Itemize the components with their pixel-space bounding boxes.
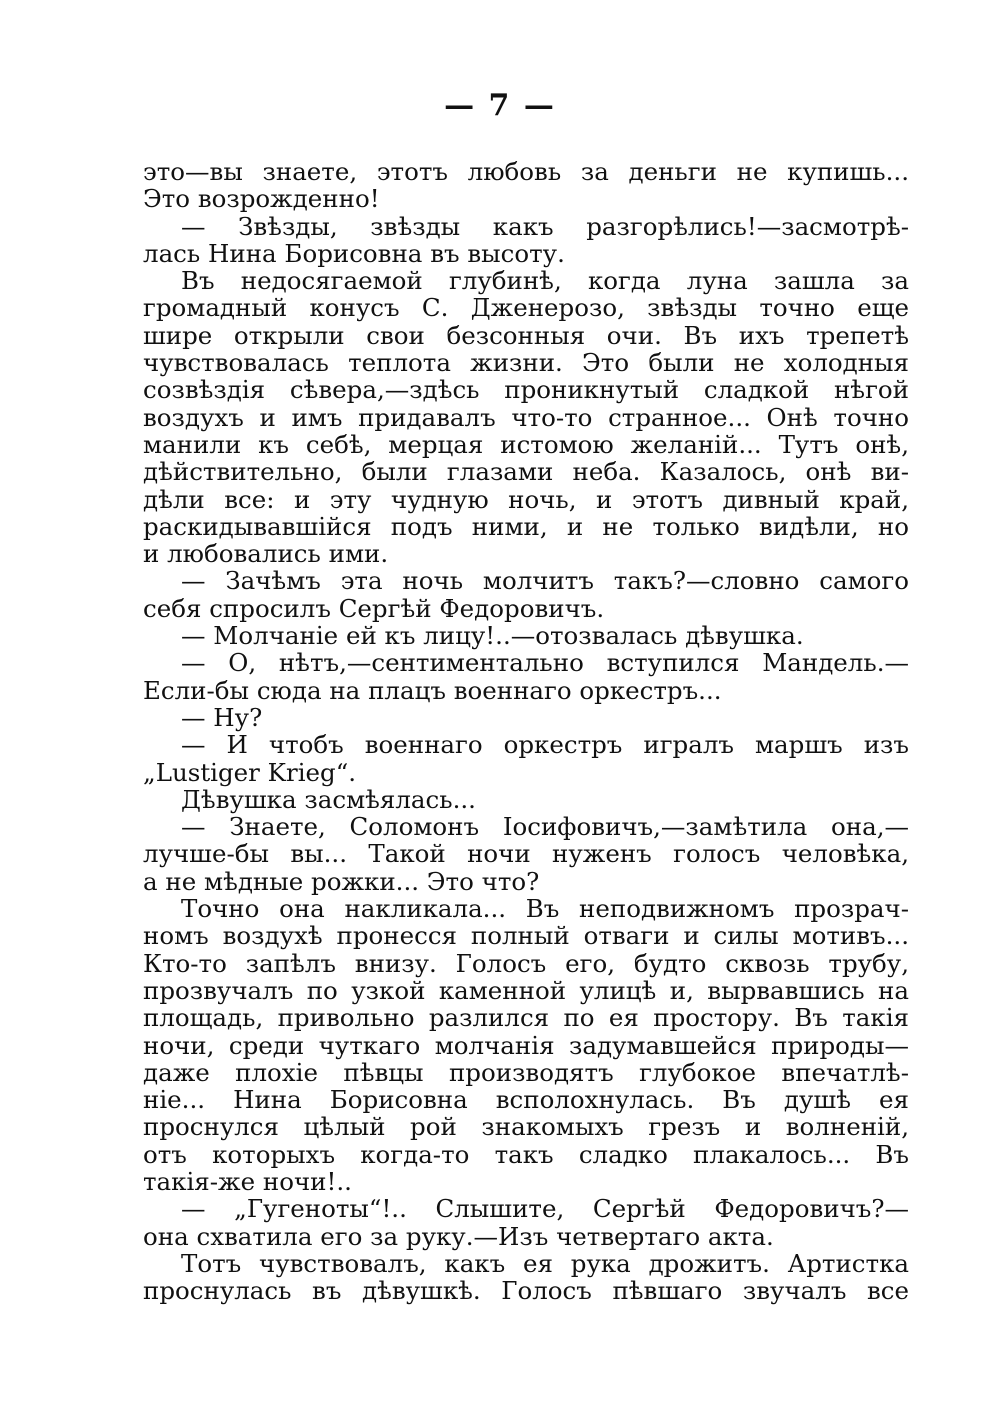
text-line: отъ которыхъ когда-то такъ сладко плакалось... Въ: [143, 1139, 909, 1169]
text-line: — О, нѣтъ,—сентиментально вступился Мандель.—: [181, 648, 909, 678]
text-line: — И чтобъ военнаго оркестръ игралъ маршъ изъ: [181, 730, 909, 760]
text-line: ніе... Нина Борисовна всполохнулась. Въ душѣ ея: [143, 1085, 909, 1115]
page-number: — 7 —: [444, 88, 556, 123]
text-line: шире открыли свои безсонныя очи. Въ ихъ трепетѣ: [143, 320, 909, 350]
text-line: Это возрожденно!: [143, 184, 380, 214]
text-line: номъ воздухѣ пронесся полный отваги и силы мотивъ...: [143, 921, 909, 951]
text-line: — Зачѣмъ эта ночь молчитъ такъ?—словно самого: [181, 566, 909, 596]
text-line: она схватила его за руку.—Изъ четвертаго акта.: [143, 1221, 774, 1251]
text-line: и любовались ими.: [143, 539, 389, 569]
text-line: „Lustiger Krieg“.: [143, 757, 357, 787]
text-line: прозвучалъ по узкой каменной улицѣ и, вырвавшись на: [143, 975, 909, 1005]
text-line: воздухъ и имъ придавалъ что-то странное... Онѣ точно: [143, 402, 909, 432]
text-line: Кто-то запѣлъ внизу. Голосъ его, будто сквозь трубу,: [143, 948, 909, 978]
text-line: Дѣвушка засмѣялась...: [181, 784, 476, 814]
text-line: созвѣздія сѣвера,—здѣсь проникнутый сладкой нѣгой: [143, 375, 909, 405]
text-line: даже плохіе пѣвцы производятъ глубокое впечатлѣ-: [143, 1057, 909, 1087]
body-text: [143, 158, 909, 1304]
text-line: дѣйствительно, были глазами неба. Казалось, онѣ ви-: [143, 457, 909, 487]
text-line: а не мѣдные рожки... Это что?: [143, 866, 540, 896]
text-line: чувствовалась теплота жизни. Это были не холодныя: [143, 348, 909, 378]
text-line: Въ недосягаемой глубинѣ, когда луна зашла за: [181, 266, 909, 296]
text-line: Тотъ чувствовалъ, какъ ея рука дрожитъ. Артистка: [181, 1248, 909, 1278]
text-line: площадь, привольно разлился по ея простору. Въ такія: [143, 1003, 909, 1033]
text-line: себя спросилъ Сергѣй Федоровичъ.: [143, 593, 605, 623]
text-line: такія-же ночи!..: [143, 1166, 352, 1196]
text-line: проснулась въ дѣвушкѣ. Голосъ пѣвшаго звучалъ все: [143, 1276, 909, 1306]
text-line: Точно она накликала... Въ неподвижномъ прозрач-: [181, 894, 909, 924]
text-line: громадный конусъ С. Дженерозо, звѣзды точно еще: [143, 293, 909, 323]
text-line: — Звѣзды, звѣзды какъ разгорѣлись!—засмотрѣ-: [181, 211, 909, 241]
text-line: манили къ себѣ, мерцая истомою желаній... Тутъ онѣ,: [143, 429, 909, 459]
text-line: ночи, среди чуткаго молчанія задумавшейся природы—: [143, 1030, 909, 1060]
text-line: — Ну?: [181, 702, 263, 732]
text-line: это—вы знаете, этотъ любовь за деньги не купишь...: [143, 157, 909, 186]
text-line: раскидывавшійся подъ ними, и не только видѣли, но: [143, 511, 909, 541]
text-line: — Молчаніе ей къ лицу!..—отозвалась дѣвушка.: [181, 621, 804, 651]
text-line: проснулся цѣлый рой знакомыхъ грезъ и волненій,: [143, 1112, 909, 1142]
text-line: — „Гугеноты“!.. Слышите, Сергѣй Федоровичъ?—: [181, 1194, 909, 1224]
text-line: дѣли все: и эту чудную ночь, и этотъ дивный край,: [143, 484, 909, 514]
text-line: лась Нина Борисовна въ высоту.: [143, 238, 565, 268]
text-line: лучше-бы вы... Такой ночи нуженъ голосъ человѣка,: [143, 839, 909, 869]
text-line: — Знаете, Соломонъ Іосифовичъ,—замѣтила она,—: [181, 812, 909, 842]
text-line: Если-бы сюда на плацъ военнаго оркестръ...: [143, 675, 722, 705]
